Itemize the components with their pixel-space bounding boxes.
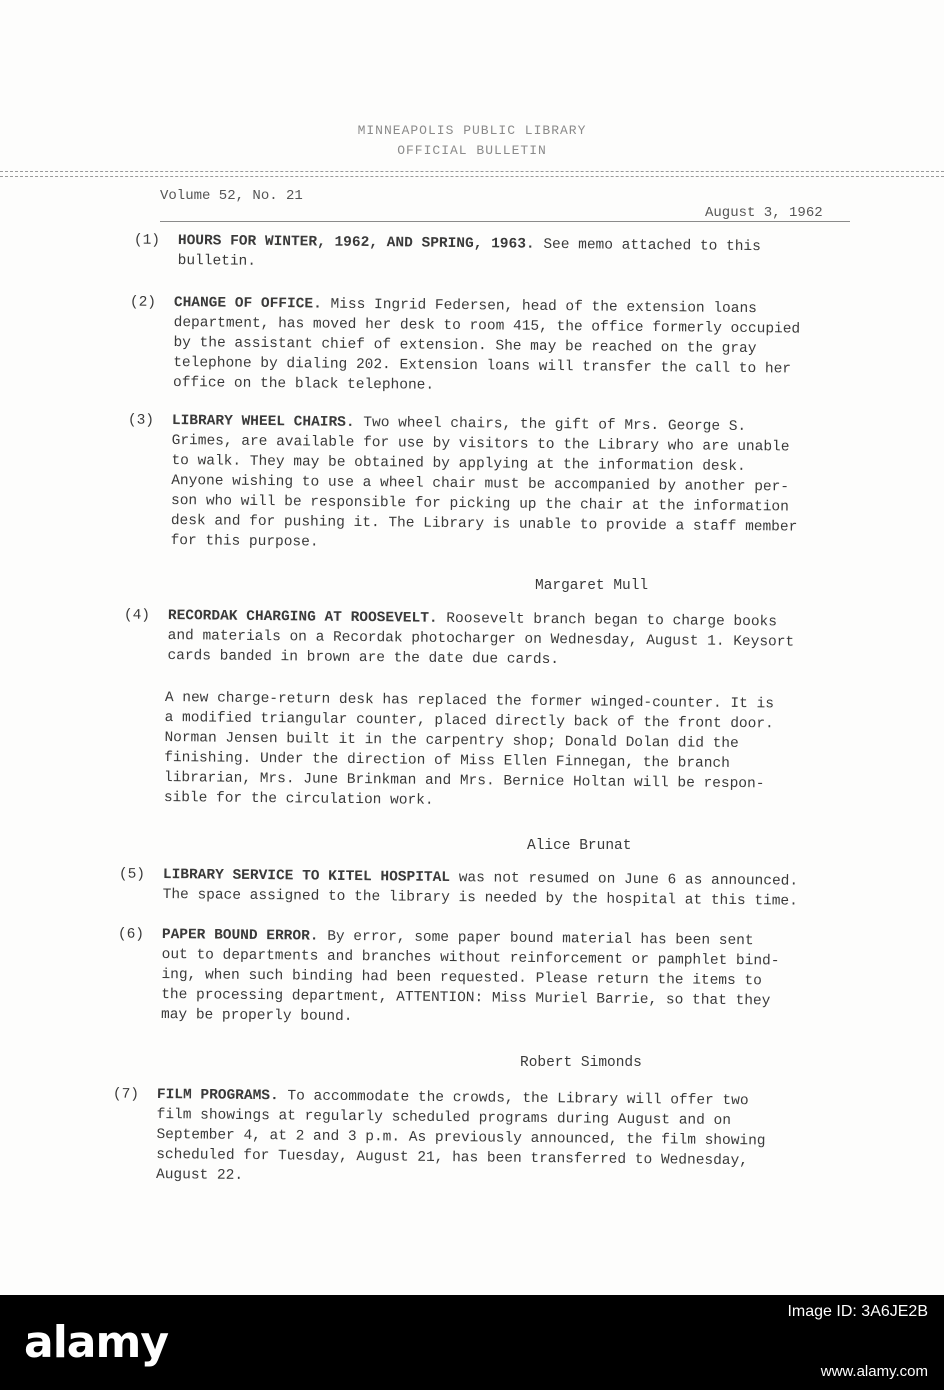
bulletin-title: OFFICIAL BULLETIN bbox=[397, 143, 547, 158]
signature-robert-simonds: Robert Simonds bbox=[520, 1055, 642, 1071]
org-name: MINNEAPOLIS PUBLIC LIBRARY bbox=[357, 123, 587, 138]
header-rule bbox=[0, 171, 944, 172]
site-url: www.alamy.com bbox=[820, 1363, 928, 1380]
item-line: To accommodate the crowds, the Library will offer two bbox=[287, 1088, 749, 1110]
paragraph-line: finishing. Under the direction of Miss Ellen Finnegan, the branch bbox=[164, 749, 730, 772]
item-line: Two wheel chairs, the gift of Mrs. George S. bbox=[363, 415, 747, 436]
item-line: The space assigned to the library is needed by the hospital at this time. bbox=[162, 886, 798, 910]
item-heading: CHANGE OF OFFICE. bbox=[173, 294, 322, 313]
signature-alice-brunat: Alice Brunat bbox=[527, 838, 632, 854]
item-line: Miss Ingrid Federsen, head of the extension loans bbox=[330, 296, 757, 318]
item-line: ing, when such binding had been requested. Please return the items to bbox=[161, 966, 762, 990]
header-rule-2 bbox=[0, 176, 944, 177]
item-heading: PAPER BOUND ERROR. bbox=[161, 926, 319, 945]
item-line: the processing department, ATTENTION: Miss Muriel Barrie, so that they bbox=[161, 986, 771, 1010]
item-heading: HOURS FOR WINTER, 1962, AND SPRING, 1963. bbox=[177, 232, 535, 253]
item-4 bbox=[123, 606, 795, 673]
paragraph-line: sible for the circulation work. bbox=[163, 789, 434, 809]
bulletin-date: August 3, 1962 bbox=[705, 205, 823, 221]
paragraph-line: A new charge-return desk has replaced the former winged-counter. It is bbox=[164, 689, 775, 713]
item-5 bbox=[118, 865, 799, 912]
item-4-paragraph-2 bbox=[164, 688, 774, 814]
item-heading: LIBRARY SERVICE TO KITEL HOSPITAL bbox=[162, 866, 451, 887]
item-line: department, has moved her desk to room 415, the office formerly occupied bbox=[173, 314, 801, 338]
item-line: cards banded in brown are the date due cards. bbox=[167, 647, 560, 669]
item-line: may be properly bound. bbox=[160, 1006, 353, 1025]
item-line: By error, some paper bound material has been sent bbox=[327, 928, 754, 950]
item-2 bbox=[129, 293, 801, 400]
item-line: Anyone wishing to use a wheel chair must be accompanied by another per- bbox=[171, 472, 790, 496]
item-line: Grimes, are available for use by visitors to the Library who are unable bbox=[171, 432, 790, 456]
item-line: desk and for pushing it. The Library is unable to provide a staff member bbox=[170, 512, 798, 536]
item-line: son who will be responsible for picking up the chair at the information bbox=[170, 492, 789, 516]
item-line: bulletin. bbox=[177, 252, 257, 270]
item-number: (1) bbox=[133, 232, 161, 249]
item-number: (2) bbox=[129, 294, 157, 311]
item-line: Roosevelt branch began to charge books bbox=[446, 610, 778, 631]
volume-underline bbox=[160, 221, 850, 222]
item-heading: LIBRARY WHEEL CHAIRS. bbox=[171, 412, 355, 431]
signature-margaret-mull: Margaret Mull bbox=[535, 578, 649, 594]
item-line: September 4, at 2 and 3 p.m. As previously announced, the film showing bbox=[156, 1126, 766, 1150]
paragraph-line: a modified triangular counter, placed directly back of the front door. bbox=[164, 709, 774, 733]
item-number: (6) bbox=[117, 926, 145, 943]
item-line: for this purpose. bbox=[170, 532, 319, 551]
alamy-logo: alamy bbox=[24, 1317, 168, 1368]
item-line: was not resumed on June 6 as announced. bbox=[458, 870, 799, 890]
item-7 bbox=[112, 1085, 766, 1191]
item-line: telephone by dialing 202. Extension loans will transfer the call to her bbox=[173, 354, 792, 378]
item-1 bbox=[133, 231, 761, 277]
item-line: to walk. They may be obtained by applying at the information desk. bbox=[171, 452, 746, 476]
item-line: office on the black telephone. bbox=[172, 374, 435, 394]
item-line: August 22. bbox=[155, 1166, 244, 1184]
item-6 bbox=[117, 925, 780, 1031]
item-number: (3) bbox=[127, 412, 155, 429]
item-number: (5) bbox=[118, 866, 146, 883]
item-number: (4) bbox=[123, 607, 151, 624]
item-line: out to departments and branches without reinforcement or pamphlet bind- bbox=[161, 946, 780, 970]
item-heading: RECORDAK CHARGING AT ROOSEVELT. bbox=[167, 607, 438, 627]
item-line: film showings at regularly scheduled programs during August and on bbox=[156, 1106, 732, 1130]
image-reference: Image ID: 3A6JE2B bbox=[787, 1303, 928, 1320]
item-line: by the assistant chief of extension. She may be reached on the gray bbox=[173, 334, 757, 358]
item-line: scheduled for Tuesday, August 21, has been transferred to Wednesday, bbox=[156, 1146, 749, 1170]
item-line: See memo attached to this bbox=[543, 236, 761, 256]
item-3 bbox=[127, 411, 799, 558]
volume-number: Volume 52, No. 21 bbox=[160, 188, 303, 204]
item-line: and materials on a Recordak photocharger on Wednesday, August 1. Keysort bbox=[167, 627, 795, 651]
paragraph-line: Norman Jensen built it in the carpentry shop; Donald Dolan did the bbox=[164, 729, 739, 753]
item-heading: FILM PROGRAMS. bbox=[156, 1086, 279, 1105]
paragraph-line: librarian, Mrs. June Brinkman and Mrs. Bernice Holtan will be respon- bbox=[163, 769, 765, 793]
item-number: (7) bbox=[112, 1086, 140, 1103]
